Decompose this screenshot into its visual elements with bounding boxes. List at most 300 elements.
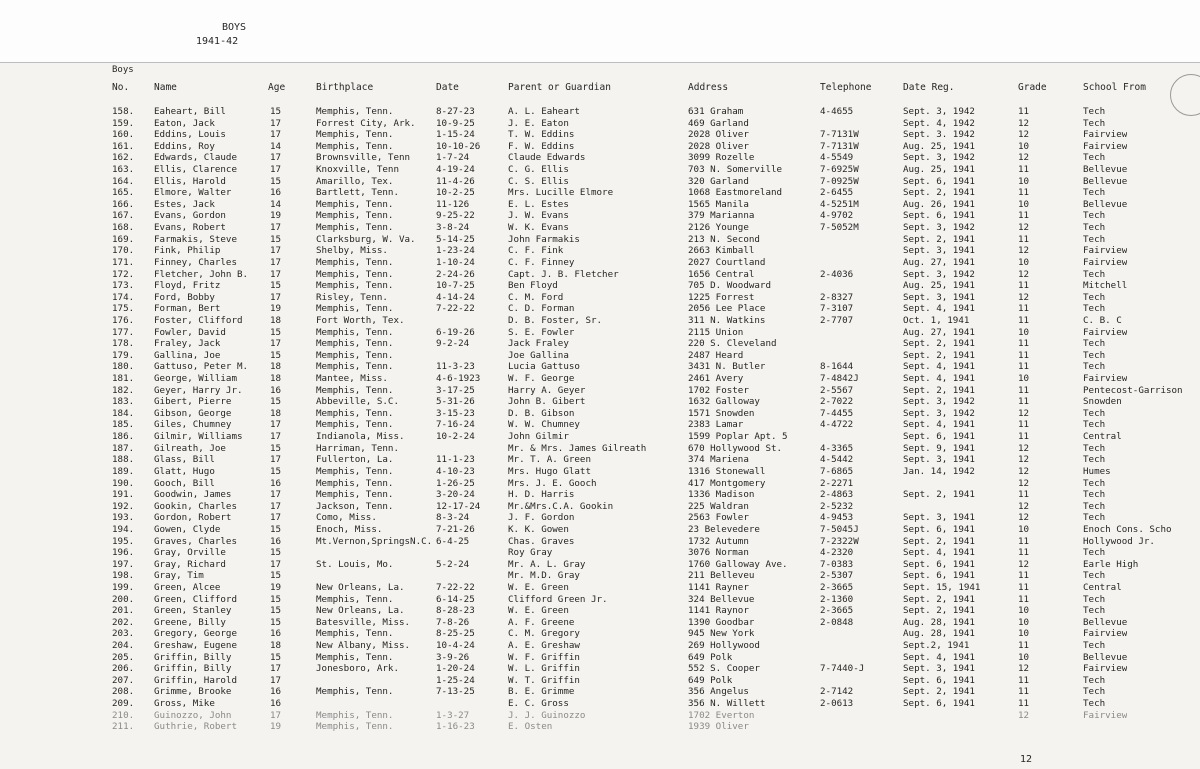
cell-address: 1571 Snowden	[688, 407, 755, 419]
cell-date-reg: Sept. 2, 1941	[903, 535, 975, 547]
cell-address: 2563 Fowler	[688, 512, 749, 524]
cell-grade: 12	[1018, 465, 1030, 477]
cell-parent: D. B. Gibson	[508, 407, 575, 419]
cell-birthplace: Memphis, Tenn.	[316, 129, 394, 141]
cell-no: 174.	[112, 291, 135, 303]
cell-parent: Mr. A. L. Gray	[508, 558, 586, 570]
cell-telephone: 2-3665	[820, 581, 854, 593]
cell-date-reg: Sept. 3. 1942	[903, 129, 975, 141]
cell-grade: 11	[1018, 233, 1030, 245]
cell-telephone: 2-2271	[820, 477, 854, 489]
cell-date: 10-2-25	[436, 187, 475, 199]
cell-date: 7-21-26	[436, 523, 475, 535]
cell-parent: H. D. Harris	[508, 489, 575, 501]
cell-name: Griffin, Billy	[154, 651, 232, 663]
cell-no: 199.	[112, 581, 135, 593]
cell-date-reg: Jan. 14, 1942	[903, 465, 975, 477]
cell-date-reg: Sept. 2, 1941	[903, 349, 975, 361]
cell-name: Ford, Bobby	[154, 291, 215, 303]
table-row	[0, 501, 1200, 513]
cell-age: 15	[270, 547, 282, 559]
cell-school: Tech	[1083, 442, 1106, 454]
cell-address: 2115 Union	[688, 326, 744, 338]
cell-telephone: 2-7707	[820, 314, 854, 326]
cell-date-reg: Sept. 3, 1941	[903, 291, 975, 303]
cell-telephone: 4-5251M	[820, 198, 859, 210]
cell-birthplace: Bartlett, Tenn.	[316, 187, 399, 199]
cell-date-reg: Sept. 4, 1941	[903, 547, 975, 559]
cell-grade: 11	[1018, 280, 1030, 292]
cell-date: 2-24-26	[436, 268, 475, 280]
cell-school: Mitchell	[1083, 280, 1128, 292]
cell-address: 23 Belevedere	[688, 523, 760, 535]
cell-no: 170.	[112, 245, 135, 257]
cell-age: 17	[270, 512, 282, 524]
cell-name: Green, Alcee	[154, 581, 221, 593]
col-grade: Grade	[1018, 82, 1047, 93]
cell-date-reg: Aug. 25, 1941	[903, 164, 975, 176]
cell-name: Glass, Bill	[154, 454, 215, 466]
table-row	[0, 257, 1200, 269]
col-age: Age	[268, 82, 286, 93]
cell-name: Goodwin, James	[154, 489, 232, 501]
cell-address: 324 Bellevue	[688, 593, 755, 605]
cell-birthplace: Memphis, Tenn.	[316, 198, 394, 210]
cell-birthplace: Fullerton, La.	[316, 454, 394, 466]
table-row	[0, 419, 1200, 431]
cell-date-reg: Sept. 2, 1941	[903, 233, 975, 245]
cell-grade: 10	[1018, 616, 1030, 628]
cell-address: 311 N. Watkins	[688, 314, 766, 326]
cell-birthplace: Forrest City, Ark.	[316, 117, 416, 129]
cell-birthplace: Memphis, Tenn.	[316, 222, 394, 234]
cell-date-reg: Sept. 6, 1941	[903, 570, 975, 582]
cell-birthplace: New Orleans, La.	[316, 605, 405, 617]
cell-no: 165.	[112, 187, 135, 199]
cell-birthplace: Memphis, Tenn.	[316, 489, 394, 501]
cell-date: 7-8-26	[436, 616, 470, 628]
cell-date: 1-16-23	[436, 721, 475, 733]
cell-birthplace: Batesville, Miss.	[316, 616, 411, 628]
cell-grade: 10	[1018, 326, 1030, 338]
cell-name: Gibert, Pierre	[154, 396, 232, 408]
cell-name: Ellis, Clarence	[154, 164, 237, 176]
cell-age: 16	[270, 187, 282, 199]
cell-no: 158.	[112, 106, 135, 117]
cell-telephone: 4-9702	[820, 210, 854, 222]
cell-parent: Mrs. J. E. Gooch	[508, 477, 597, 489]
table-row	[0, 245, 1200, 257]
cell-grade: 12	[1018, 222, 1030, 234]
cell-name: Farmakis, Steve	[154, 233, 237, 245]
cell-age: 15	[270, 175, 282, 187]
cell-date-reg: Aug. 25, 1941	[903, 140, 975, 152]
cell-no: 188.	[112, 454, 135, 466]
cell-address: 631 Graham	[688, 106, 744, 117]
cell-name: Griffin, Harold	[154, 674, 237, 686]
cell-address: 2027 Courtland	[688, 256, 766, 268]
cell-no: 167.	[112, 210, 135, 222]
cell-age: 15	[270, 280, 282, 292]
cell-telephone: 7-6865	[820, 465, 854, 477]
cell-grade: 12	[1018, 512, 1030, 524]
cell-parent: Mrs. Lucille Elmore	[508, 187, 614, 199]
cell-telephone: 7-4455	[820, 407, 854, 419]
col-school-from: School From	[1083, 82, 1146, 93]
cell-date-reg: Sept. 4, 1942	[903, 117, 975, 129]
cell-address: 1225 Forrest	[688, 291, 755, 303]
cell-no: 180.	[112, 361, 135, 373]
table-row	[0, 617, 1200, 629]
cell-name: Estes, Jack	[154, 198, 215, 210]
cell-birthplace: St. Louis, Mo.	[316, 558, 394, 570]
table-row	[0, 489, 1200, 501]
cell-address: 220 S. Cleveland	[688, 338, 777, 350]
cell-date: 5-31-26	[436, 396, 475, 408]
cell-school: Bellevue	[1083, 198, 1128, 210]
page-subheading: 1941-42	[196, 36, 239, 47]
cell-birthplace: Memphis, Tenn.	[316, 709, 394, 721]
cell-date-reg: Sept. 2, 1941	[903, 686, 975, 698]
cell-age: 17	[270, 291, 282, 303]
cell-date: 10-10-26	[436, 140, 481, 152]
cell-parent: W. K. Evans	[508, 222, 569, 234]
table-row	[0, 431, 1200, 443]
cell-school: Tech	[1083, 674, 1106, 686]
cell-school: Fairview	[1083, 140, 1128, 152]
cell-grade: 11	[1018, 593, 1030, 605]
cell-address: 670 Hollywood St.	[688, 442, 783, 454]
cell-birthplace: Clarksburg, W. Va.	[316, 233, 416, 245]
cell-birthplace: Memphis, Tenn.	[316, 140, 394, 152]
cell-parent: John B. Gibert	[508, 396, 586, 408]
cell-date-reg: Sept. 6, 1941	[903, 698, 975, 710]
cell-no: 169.	[112, 233, 135, 245]
cell-no: 208.	[112, 686, 135, 698]
cell-address: 2056 Lee Place	[688, 303, 766, 315]
cell-age: 19	[270, 303, 282, 315]
cell-date-reg: Sept. 4, 1941	[903, 419, 975, 431]
cell-grade: 12	[1018, 152, 1030, 164]
table-row	[0, 176, 1200, 188]
cell-parent: E. L. Estes	[508, 198, 569, 210]
cell-age: 15	[270, 233, 282, 245]
cell-name: Griffin, Billy	[154, 663, 232, 675]
table-row	[0, 628, 1200, 640]
cell-age: 17	[270, 164, 282, 176]
cell-date-reg: Aug. 28, 1941	[903, 628, 975, 640]
cell-telephone: 4-5549	[820, 152, 854, 164]
cell-name: Grimme, Brooke	[154, 686, 232, 698]
cell-name: Gookin, Charles	[154, 500, 237, 512]
cell-parent: Lucia Gattuso	[508, 361, 580, 373]
cell-grade: 10	[1018, 256, 1030, 268]
cell-birthplace: Memphis, Tenn.	[316, 326, 394, 338]
cell-school: Earle High	[1083, 558, 1139, 570]
cell-date: 4-14-24	[436, 291, 475, 303]
cell-grade: 11	[1018, 674, 1030, 686]
cell-telephone: 8-1644	[820, 361, 854, 373]
table-row	[0, 675, 1200, 687]
cell-date-reg: Sept. 3, 1941	[903, 245, 975, 257]
cell-address: 552 S. Cooper	[688, 663, 760, 675]
cell-no: 178.	[112, 338, 135, 350]
cell-date: 7-22-22	[436, 303, 475, 315]
cell-parent: Mrs. Hugo Glatt	[508, 465, 591, 477]
cell-name: Green, Stanley	[154, 605, 232, 617]
cell-date-reg: Aug. 27, 1941	[903, 326, 975, 338]
cell-address: 469 Garland	[688, 117, 749, 129]
cell-date: 1-25-24	[436, 674, 475, 686]
cell-name: Gordon, Robert	[154, 512, 232, 524]
cell-parent: Chas. Graves	[508, 535, 575, 547]
cell-address: 1599 Poplar Apt. 5	[688, 431, 788, 443]
table-row	[0, 605, 1200, 617]
cell-age: 18	[270, 314, 282, 326]
cell-school: Central	[1083, 431, 1122, 443]
cell-telephone: 4-4655	[820, 106, 854, 117]
cell-no: 172.	[112, 268, 135, 280]
cell-date: 6-14-25	[436, 593, 475, 605]
cell-parent: Roy Gray	[508, 547, 553, 559]
section-label: Boys	[112, 65, 134, 75]
cell-name: Finney, Charles	[154, 256, 237, 268]
cell-school: Tech	[1083, 686, 1106, 698]
cell-date-reg: Sept. 4, 1941	[903, 651, 975, 663]
cell-age: 17	[270, 431, 282, 443]
cell-no: 168.	[112, 222, 135, 234]
cell-school: Tech	[1083, 489, 1106, 501]
cell-no: 161.	[112, 140, 135, 152]
cell-age: 15	[270, 442, 282, 454]
cell-no: 194.	[112, 523, 135, 535]
cell-date: 3-15-23	[436, 407, 475, 419]
cell-name: Gowen, Clyde	[154, 523, 221, 535]
cell-age: 17	[270, 489, 282, 501]
table-row	[0, 187, 1200, 199]
cell-school: Fairview	[1083, 663, 1128, 675]
cell-age: 17	[270, 245, 282, 257]
cell-name: Eddins, Louis	[154, 129, 226, 141]
cell-telephone: 4-5442	[820, 454, 854, 466]
cell-parent: Mr. M.D. Gray	[508, 570, 580, 582]
cell-school: Fairview	[1083, 373, 1128, 385]
cell-address: 649 Polk	[688, 651, 733, 663]
cell-date: 8-27-23	[436, 106, 475, 117]
cell-parent: C. G. Ellis	[508, 164, 569, 176]
cell-date-reg: Sept. 2, 1941	[903, 384, 975, 396]
cell-address: 2663 Kimball	[688, 245, 755, 257]
cell-grade: 11	[1018, 164, 1030, 176]
cell-parent: C. F. Fink	[508, 245, 564, 257]
cell-parent: C. D. Forman	[508, 303, 575, 315]
cell-grade: 11	[1018, 431, 1030, 443]
cell-date: 3-17-25	[436, 384, 475, 396]
cell-no: 186.	[112, 431, 135, 443]
table-row	[0, 466, 1200, 478]
cell-birthplace: Memphis, Tenn.	[316, 210, 394, 222]
cell-birthplace: Memphis, Tenn.	[316, 721, 394, 733]
cell-parent: D. B. Foster, Sr.	[508, 314, 603, 326]
col-address: Address	[688, 82, 729, 93]
cell-birthplace: Memphis, Tenn.	[316, 593, 394, 605]
cell-grade: 12	[1018, 268, 1030, 280]
cell-no: 190.	[112, 477, 135, 489]
cell-address: 1565 Manila	[688, 198, 749, 210]
cell-name: Gray, Orville	[154, 547, 226, 559]
cell-school: Tech	[1083, 117, 1106, 129]
cell-school: Tech	[1083, 291, 1106, 303]
cell-grade: 12	[1018, 129, 1030, 141]
col-name: Name	[154, 82, 177, 93]
cell-date-reg: Sept. 6, 1941	[903, 674, 975, 686]
table-row	[0, 373, 1200, 385]
cell-telephone: 2-1360	[820, 593, 854, 605]
cell-address: 2383 Lamar	[688, 419, 744, 431]
cell-age: 17	[270, 709, 282, 721]
cell-parent: Mr. T. A. Green	[508, 454, 591, 466]
cell-school: Tech	[1083, 268, 1106, 280]
cell-date-reg: Sept. 2, 1941	[903, 338, 975, 350]
cell-date: 3-9-26	[436, 651, 470, 663]
cell-school: Tech	[1083, 106, 1106, 117]
cell-telephone: 2-0613	[820, 698, 854, 710]
table-row	[0, 454, 1200, 466]
table-row	[0, 408, 1200, 420]
cell-date-reg: Sept. 6, 1941	[903, 210, 975, 222]
cell-address: 417 Montgomery	[688, 477, 766, 489]
cell-no: 159.	[112, 117, 135, 129]
cell-birthplace: Brownsville, Tenn	[316, 152, 411, 164]
cell-birthplace: Harriman, Tenn.	[316, 442, 399, 454]
table-row	[0, 280, 1200, 292]
cell-birthplace: Memphis, Tenn.	[316, 349, 394, 361]
cell-address: 379 Marianna	[688, 210, 755, 222]
cell-date-reg: Sept. 3, 1942	[903, 152, 975, 164]
cell-school: Tech	[1083, 407, 1106, 419]
cell-name: Gooch, Bill	[154, 477, 215, 489]
cell-birthplace: Fort Worth, Tex.	[316, 314, 405, 326]
table-row	[0, 327, 1200, 339]
col-telephone: Telephone	[820, 82, 872, 93]
cell-school: Enoch Cons. Scho	[1083, 523, 1172, 535]
cell-no: 181.	[112, 373, 135, 385]
cell-school: Fairview	[1083, 245, 1128, 257]
cell-telephone: 2-7022	[820, 396, 854, 408]
cell-parent: C. S. Ellis	[508, 175, 569, 187]
cell-birthplace: Memphis, Tenn.	[316, 280, 394, 292]
table-row	[0, 559, 1200, 571]
cell-age: 17	[270, 152, 282, 164]
cell-date: 1-15-24	[436, 129, 475, 141]
cell-grade: 11	[1018, 349, 1030, 361]
cell-address: 3099 Rozelle	[688, 152, 755, 164]
cell-birthplace: Memphis, Tenn.	[316, 106, 394, 117]
cell-no: 183.	[112, 396, 135, 408]
cell-telephone: 2-3665	[820, 605, 854, 617]
cell-date: 4-6-1923	[436, 373, 481, 385]
cell-address: 1656 Central	[688, 268, 755, 280]
cell-date-reg: Sept.2, 1941	[903, 640, 970, 652]
cell-no: 192.	[112, 500, 135, 512]
cell-name: Foster, Clifford	[154, 314, 243, 326]
cell-no: 210.	[112, 709, 135, 721]
cell-parent: A. F. Greene	[508, 616, 575, 628]
cell-birthplace: Memphis, Tenn.	[316, 628, 394, 640]
cell-date-reg: Sept. 15, 1941	[903, 581, 981, 593]
cell-parent: W. F. Griffin	[508, 651, 580, 663]
cell-date: 1-7-24	[436, 152, 470, 164]
cell-parent: S. E. Fowler	[508, 326, 575, 338]
cell-telephone: 7-7440-J	[820, 663, 865, 675]
table-row	[0, 292, 1200, 304]
cell-name: George, William	[154, 373, 237, 385]
cell-telephone: 2-5232	[820, 500, 854, 512]
student-table	[0, 106, 1200, 733]
cell-address: 2487 Heard	[688, 349, 744, 361]
cell-age: 15	[270, 326, 282, 338]
cell-no: 206.	[112, 663, 135, 675]
cell-telephone: 2-8327	[820, 291, 854, 303]
cell-name: Gibson, George	[154, 407, 232, 419]
cell-date: 9-25-22	[436, 210, 475, 222]
cell-date-reg: Sept. 2, 1941	[903, 187, 975, 199]
cell-school: Pentecost-Garrison	[1083, 384, 1183, 396]
cell-date-reg: Sept. 4, 1941	[903, 361, 975, 373]
cell-date: 11-4-26	[436, 175, 475, 187]
table-row	[0, 710, 1200, 722]
cell-parent: J. E. Eaton	[508, 117, 569, 129]
cell-date: 1-10-24	[436, 256, 475, 268]
cell-age: 15	[270, 593, 282, 605]
cell-address: 1141 Rayner	[688, 581, 749, 593]
cell-name: Floyd, Fritz	[154, 280, 221, 292]
cell-parent: E. Osten	[508, 721, 553, 733]
cell-parent: A. L. Eaheart	[508, 106, 580, 117]
cell-school: Tech	[1083, 640, 1106, 652]
cell-date-reg: Sept. 3, 1941	[903, 663, 975, 675]
cell-parent: Claude Edwards	[508, 152, 586, 164]
cell-birthplace: Como, Miss.	[316, 512, 377, 524]
cell-name: Gray, Richard	[154, 558, 226, 570]
cell-address: 945 New York	[688, 628, 755, 640]
cell-name: Elmore, Walter	[154, 187, 232, 199]
cell-date-reg: Sept. 3, 1941	[903, 454, 975, 466]
cell-name: Greshaw, Eugene	[154, 640, 237, 652]
cell-date: 7-16-24	[436, 419, 475, 431]
table-row	[0, 210, 1200, 222]
header-band	[0, 0, 1200, 62]
cell-date-reg: Sept. 6, 1941	[903, 431, 975, 443]
cell-age: 15	[270, 523, 282, 535]
cell-birthplace: Jackson, Tenn.	[316, 500, 394, 512]
cell-grade: 12	[1018, 117, 1030, 129]
cell-grade: 10	[1018, 373, 1030, 385]
cell-parent: John Gilmir	[508, 431, 569, 443]
cell-date: 6-19-26	[436, 326, 475, 338]
cell-date-reg: Sept. 2, 1941	[903, 489, 975, 501]
cell-date: 10-4-24	[436, 640, 475, 652]
cell-telephone: 7-5052M	[820, 222, 859, 234]
cell-address: 649 Polk	[688, 674, 733, 686]
cell-date-reg: Aug. 26, 1941	[903, 198, 975, 210]
cell-telephone: 4-3365	[820, 442, 854, 454]
cell-school: Tech	[1083, 210, 1106, 222]
cell-no: 198.	[112, 570, 135, 582]
cell-date: 1-26-25	[436, 477, 475, 489]
cell-name: Fink, Philip	[154, 245, 221, 257]
cell-parent: W. E. Green	[508, 605, 569, 617]
